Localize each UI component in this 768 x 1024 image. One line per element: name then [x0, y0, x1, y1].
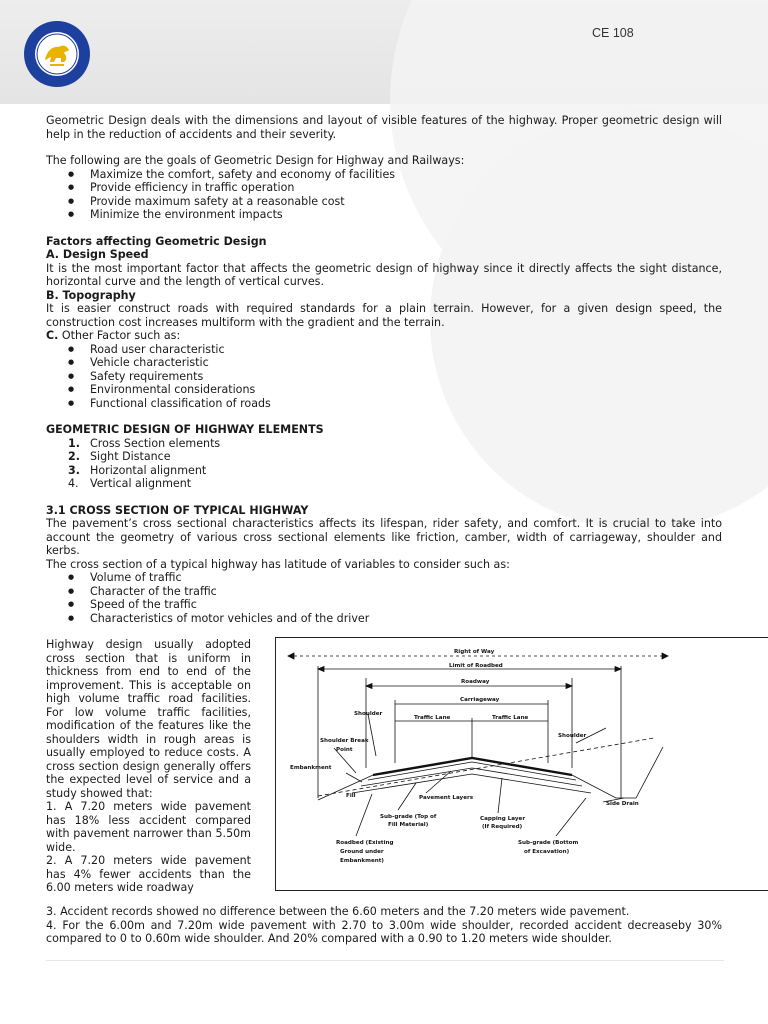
other-factors-list [46, 343, 722, 411]
course-code: CE 108 [592, 26, 634, 40]
finding-1: 1. A 7.20 meters wide pavement has 18% less accident compared with pavement narrower than 5.50m wide. [46, 800, 251, 854]
elements-list [46, 437, 722, 491]
elements-heading: GEOMETRIC DESIGN OF HIGHWAY ELEMENTS [46, 423, 324, 436]
cross-section-text: The pavement’s cross sectional characteristics affects its lifespan, rider safety, and comfort. It is crucial to take into account the geometry of various cross sectional elements like friction, camber, width of carriageway, shoulder and kerbs. [46, 517, 722, 557]
list-item: 2. Sight Distance [68, 450, 171, 463]
label-embankment: Embankment [290, 765, 332, 771]
other-factors-letter: C. [46, 329, 59, 342]
label-traffic-lane-2: Traffic Lane [492, 715, 529, 721]
list-item: ● Vehicle characteristic [90, 356, 722, 370]
list-item: ● Provide efficiency in traffic operation [90, 181, 722, 195]
label-shoulder-left: Shoulder [354, 711, 383, 717]
variables-list [46, 571, 722, 625]
cross-section-diagram [276, 638, 768, 890]
topography-heading: B. Topography [46, 288, 136, 302]
design-speed-heading: A. Design Speed [46, 248, 149, 261]
document-body [46, 114, 722, 945]
other-factors-line [46, 329, 722, 343]
label-shoulder-break-1: Shoulder Break [320, 738, 369, 744]
label-right-of-way: Right of Way [454, 649, 495, 655]
label-limit-of-roadbed: Limit of Roadbed [449, 663, 503, 669]
intro-paragraph: Geometric Design deals with the dimensions and layout of visible features of the highway. Proper geometric design will help in the reduction of accidents and their severity. [46, 114, 722, 141]
list-item: ● Provide maximum safety at a reasonable cost [90, 195, 722, 209]
label-roadbed-2: Ground under [340, 849, 384, 855]
list-item: 3. Horizontal alignment [68, 463, 207, 477]
label-carriageway: Carriageway [460, 697, 500, 703]
goals-intro: The following are the goals of Geometric Design for Highway and Railways: [46, 154, 465, 167]
finding-2: 2. A 7.20 meters wide pavement has 4% fewer accidents than the 6.00 meters wide roadway [46, 854, 251, 894]
finding-4: 4. For the 6.00m and 7.20m wide pavement with 2.70 to 3.00m wide shoulder, recorded accident decreaseby 30% compared to 0 to 0.60m wide shoulder. And 20% compared with a 0.90 to 1.20 meters wide shoulder. [46, 918, 722, 945]
highway-cross-section-figure [275, 637, 768, 891]
other-factors-text: Other Factor such as: [58, 329, 181, 342]
list-item: ● Speed of the traffic [90, 598, 722, 612]
list-item: ● Environmental considerations [90, 383, 722, 397]
label-capping-2: (If Required) [482, 824, 523, 830]
label-roadbed-3: Embankment) [340, 858, 384, 864]
university-seal-logo [23, 20, 91, 88]
figure-row [46, 638, 722, 945]
remaining-findings [46, 905, 722, 946]
finding-3: 3. Accident records showed no difference between the 6.60 meters and the 7.20 meters wide pavement. [46, 905, 630, 918]
variables-intro: The cross section of a typical highway has latitude of variables to consider such as: [46, 557, 510, 571]
list-item: ● Maximize the comfort, safety and economy of facilities [90, 168, 722, 182]
list-item: 4. Vertical alignment [68, 477, 192, 490]
label-subgrade-bottom-2: of Excavation) [524, 849, 570, 855]
label-capping-1: Capping Layer [480, 816, 526, 822]
label-traffic-lane-1: Traffic Lane [414, 715, 451, 721]
label-subgrade-bottom-1: Sub-grade (Bottom [518, 840, 579, 846]
factors-heading: Factors affecting Geometric Design [46, 234, 267, 248]
label-side-drain: Side Drain [606, 801, 639, 807]
list-item: ● Safety requirements [90, 370, 722, 384]
list-item: ● Character of the traffic [90, 585, 722, 599]
list-item: 1. Cross Section elements [68, 436, 221, 450]
design-speed-text: It is the most important factor that affects the geometric design of highway since it directly affects the sight distance, horizontal curve and the length of vertical curves. [46, 261, 722, 288]
list-item: ● Minimize the environment impacts [90, 208, 722, 222]
goals-list [46, 168, 722, 222]
label-subgrade-top-1: Sub-grade (Top of [380, 814, 437, 820]
topography-text: It is easier construct roads with required standards for a plain terrain. However, for a given design speed, the construction cost increases multiform with the gradient and the terrain. [46, 302, 722, 329]
label-subgrade-top-2: Fill Material) [388, 822, 429, 828]
label-roadbed-1: Roadbed (Existing [336, 840, 394, 846]
list-item: ● Volume of traffic [90, 571, 722, 585]
label-shoulder-break-2: Point [336, 747, 353, 753]
side-text: Highway design usually adopted cross section that is uniform in thickness from end to end of the improvement. This is acceptable on high volume traffic road facilities. For low volume traffic facilities, modification of the features like the shoulders width in rough areas is usually employed to reduce costs. A cross section design generally offers the expected level of service and a study showed that: 1. A 7.20 meters wide pavement has 18% less accident compared with pavement narrower than 5.50m wide. 2. A 7.20 meters wide pavement has 4% fewer accidents than the 6.00 meters wide roadway [46, 638, 251, 894]
label-shoulder-right: Shoulder [558, 733, 587, 739]
label-fill: Fill [346, 793, 356, 799]
label-pavement-layers: Pavement Layers [419, 795, 474, 801]
list-item: ● Characteristics of motor vehicles and of the driver [90, 612, 722, 626]
cross-section-heading: 3.1 CROSS SECTION OF TYPICAL HIGHWAY [46, 503, 309, 517]
list-item: ● Road user characteristic [90, 343, 722, 357]
label-roadway: Roadway [461, 679, 490, 685]
footer-divider [46, 960, 724, 961]
list-item: ● Functional classification of roads [90, 397, 722, 411]
